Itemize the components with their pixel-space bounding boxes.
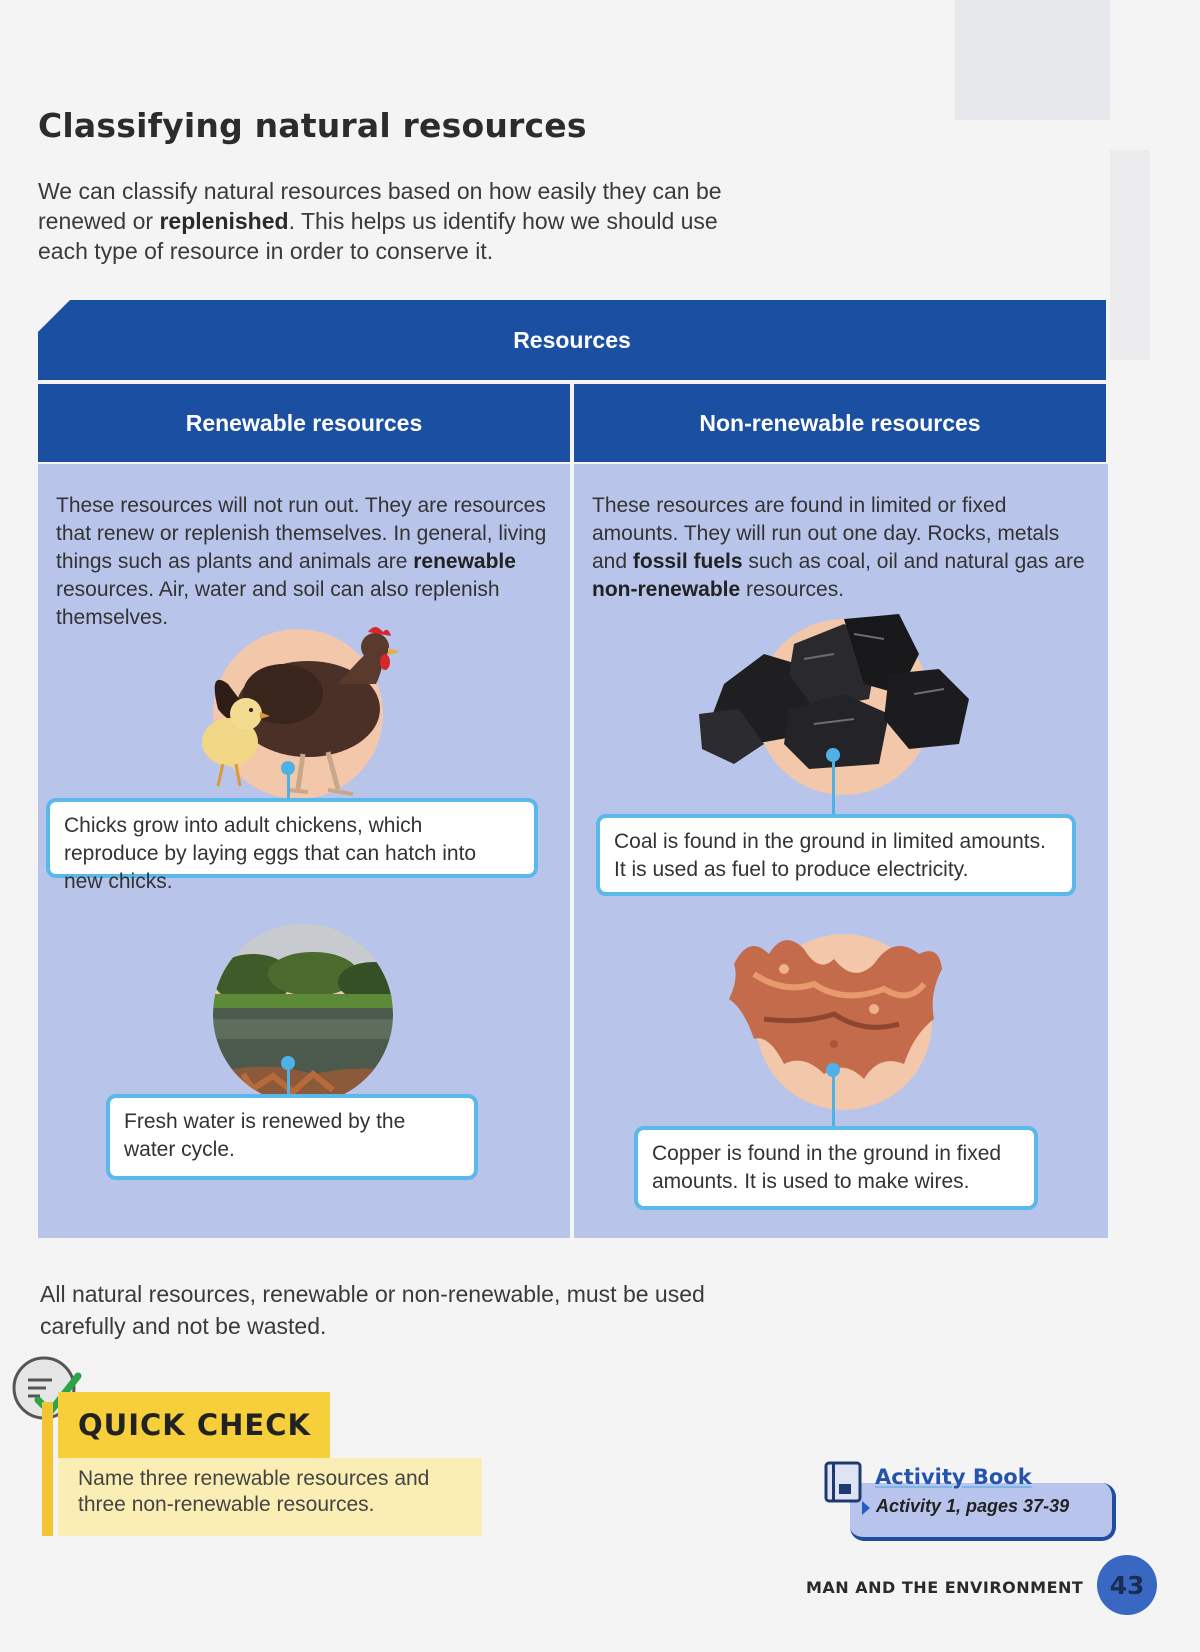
nonrenewable-keyword: non-renewable	[592, 578, 741, 601]
renewable-keyword: renewable	[413, 550, 516, 573]
play-arrow-icon	[862, 1501, 870, 1515]
coal-callout: Coal is found in the ground in limited amounts. It is used as fuel to produce electricity.	[596, 814, 1076, 896]
renewable-description	[56, 492, 556, 632]
water-callout: Fresh water is renewed by the water cycle.	[106, 1094, 478, 1180]
renewable-text-a: These resources will not run out. They are resources that renew or replenish themselves. In general, living things such as plants and animals are	[56, 494, 547, 573]
copper-connector-dot	[826, 1063, 840, 1077]
renewable-heading: Renewable resources	[38, 384, 570, 462]
intro-text-2: . This helps us identify how we should use each type of resource in order to conserve it.	[38, 208, 718, 264]
show-through-box	[955, 0, 1110, 120]
closing-paragraph: All natural resources, renewable or non-renewable, must be used carefully and not be wasted.	[40, 1281, 705, 1339]
intro-keyword: replenished	[159, 208, 289, 234]
quick-check-question: Name three renewable resources and three non-renewable resources.	[58, 1458, 482, 1536]
activity-book-title[interactable]: Activity Book	[875, 1465, 1032, 1489]
intro-text-1: We can classify natural resources based on how easily they can be renewed or	[38, 178, 722, 234]
chicken-connector-dot	[281, 761, 295, 775]
copper-illustration	[724, 924, 949, 1084]
nonrenewable-text-a: These resources are found in limited or fixed amounts. They will run out one day. Rocks, metals and	[592, 494, 1060, 573]
water-scene-illustration	[213, 924, 393, 1104]
activity-book-pages: Activity 1, pages 37-39	[876, 1496, 1070, 1516]
header-corner-fold	[36, 298, 72, 334]
page-heading: Classifying natural resources	[38, 106, 587, 145]
fossil-fuels-keyword: fossil fuels	[632, 550, 743, 573]
copper-connector	[832, 1069, 835, 1127]
renewable-column	[38, 464, 570, 1238]
resources-table	[38, 300, 1108, 1240]
water-connector-dot	[281, 1056, 295, 1070]
nonrenewable-heading: Non-renewable resources	[574, 384, 1106, 462]
chicken-callout: Chicks grow into adult chickens, which reproduce by laying eggs that can hatch into new chicks.	[46, 798, 538, 878]
unit-label: MAN AND THE ENVIRONMENT	[806, 1578, 1084, 1597]
nonrenewable-description	[592, 492, 1092, 604]
nonrenewable-text-c: resources.	[740, 578, 845, 601]
copper-callout: Copper is found in the ground in fixed amounts. It is used to make wires.	[634, 1126, 1038, 1210]
nonrenewable-text-b: such as coal, oil and natural gas are	[742, 550, 1085, 573]
coal-connector-dot	[826, 748, 840, 762]
renewable-text-b: resources. Air, water and soil can also replenish themselves.	[56, 578, 500, 629]
intro-paragraph	[38, 176, 728, 266]
book-icon	[822, 1460, 866, 1504]
water-circle	[213, 924, 393, 1104]
coal-connector	[832, 754, 835, 814]
nonrenewable-column	[574, 464, 1108, 1238]
page-number: 43	[1097, 1555, 1157, 1615]
show-through-strip	[1110, 150, 1150, 360]
quick-check-accent-bar	[42, 1402, 53, 1536]
chicken-illustration	[188, 614, 418, 814]
resources-header: Resources	[38, 300, 1106, 380]
quick-check-title: QUICK CHECK	[58, 1392, 330, 1458]
